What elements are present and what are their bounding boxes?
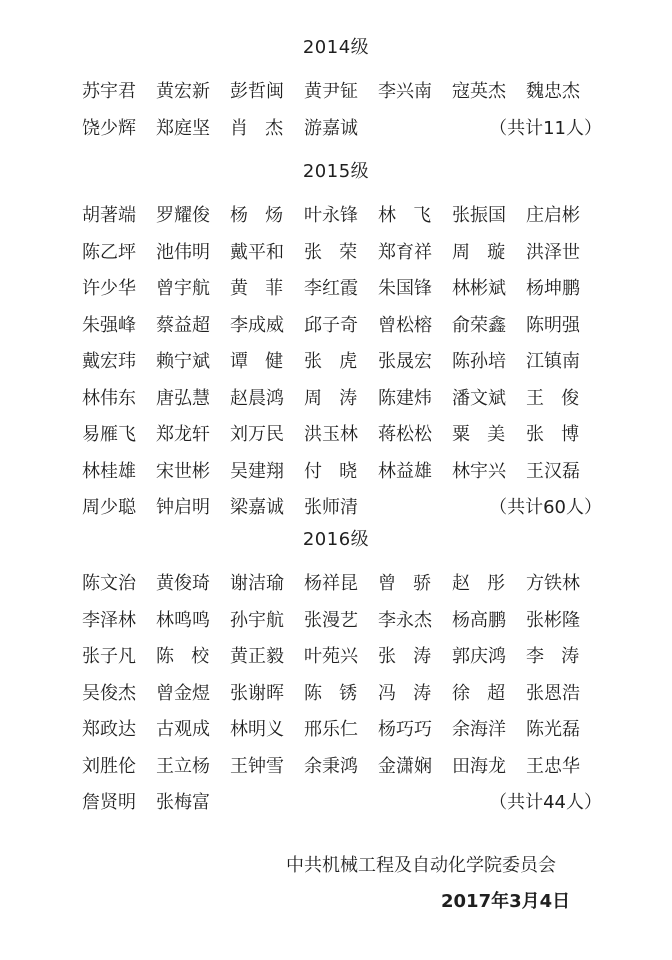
student-name: 李涛 (526, 646, 597, 667)
student-name: 方铁林 (526, 573, 580, 594)
student-name: 曾宇航 (156, 278, 210, 299)
student-name: 吴建翔 (230, 461, 284, 482)
student-name: 张博 (526, 424, 597, 445)
student-name: 付晓 (304, 461, 375, 482)
year-heading: 2016级 (302, 529, 370, 550)
student-name: 蔡益超 (156, 315, 210, 336)
name-row (82, 421, 602, 449)
student-name: 林飞 (378, 205, 449, 226)
student-name: 陈光磊 (526, 719, 580, 740)
student-name: 朱强峰 (82, 315, 136, 336)
student-name: 赖宁斌 (156, 351, 210, 372)
student-name: 陈锈 (304, 683, 375, 704)
student-name: 陈文治 (82, 573, 136, 594)
student-name: 郑龙轩 (156, 424, 210, 445)
group-total-count: （共计11人） (489, 118, 602, 139)
student-name: 陈建炜 (378, 388, 432, 409)
student-name: 黄俊琦 (156, 573, 210, 594)
student-name: 李成威 (230, 315, 284, 336)
student-name: 宋世彬 (156, 461, 210, 482)
student-name: 林桂雄 (82, 461, 136, 482)
group-total-count: （共计60人） (489, 497, 602, 518)
student-name: 田海龙 (452, 756, 506, 777)
student-name: 杨巧巧 (378, 719, 432, 740)
student-name: 俞荣鑫 (452, 315, 506, 336)
student-name: 饶少辉 (82, 118, 136, 139)
student-name: 曾金煜 (156, 683, 210, 704)
student-name: 邢乐仁 (304, 719, 358, 740)
student-name: 余海洋 (452, 719, 506, 740)
name-row (82, 78, 602, 106)
student-name: 张涛 (378, 646, 449, 667)
student-name: 王忠华 (526, 756, 580, 777)
student-name: 粟美 (452, 424, 523, 445)
student-name: 冯涛 (378, 683, 449, 704)
student-name: 洪玉林 (304, 424, 358, 445)
student-name: 黄宏新 (156, 81, 210, 102)
student-name: 魏忠杰 (526, 81, 580, 102)
name-row (82, 275, 602, 303)
student-name: 戴平和 (230, 242, 284, 263)
student-name: 陈孙培 (452, 351, 506, 372)
name-row (82, 202, 602, 230)
group-total-count: （共计44人） (489, 792, 602, 813)
student-name: 蒋松松 (378, 424, 432, 445)
name-row (82, 348, 602, 376)
student-name: 张子凡 (82, 646, 136, 667)
student-name: 张师清 (304, 497, 358, 518)
student-name: 陈乙坪 (82, 242, 136, 263)
student-name: 谢洁瑜 (230, 573, 284, 594)
year-heading: 2015级 (302, 161, 370, 182)
signature-date: 2017年3月4日 (441, 891, 571, 912)
student-name: 易雁飞 (82, 424, 136, 445)
student-name: 赵晨鸿 (230, 388, 284, 409)
student-name: 肖杰 (230, 118, 301, 139)
student-name: 黄正毅 (230, 646, 284, 667)
student-name: 罗耀俊 (156, 205, 210, 226)
name-row (82, 385, 602, 413)
student-name: 周少聪 (82, 497, 136, 518)
year-heading: 2014级 (302, 37, 370, 58)
student-name: 张虎 (304, 351, 375, 372)
student-name: 张梅富 (156, 792, 210, 813)
name-row (82, 239, 602, 267)
student-name: 余秉鸿 (304, 756, 358, 777)
student-name: 李泽林 (82, 610, 136, 631)
student-name: 周涛 (304, 388, 375, 409)
student-name: 陈明强 (526, 315, 580, 336)
student-name: 庄启彬 (526, 205, 580, 226)
name-row (82, 570, 602, 598)
student-name: 郑育祥 (378, 242, 432, 263)
student-name: 钟启明 (156, 497, 210, 518)
student-name: 李永杰 (378, 610, 432, 631)
student-name: 潘文斌 (452, 388, 506, 409)
student-name: 曾骄 (378, 573, 449, 594)
student-name: 陈校 (156, 646, 227, 667)
student-name: 王钟雪 (230, 756, 284, 777)
student-name: 古观成 (156, 719, 210, 740)
student-name: 林益雄 (378, 461, 432, 482)
student-name: 郭庆鸿 (452, 646, 506, 667)
student-name: 林鸣鸣 (156, 610, 210, 631)
student-name: 游嘉诚 (304, 118, 358, 139)
student-name: 张漫艺 (304, 610, 358, 631)
name-row (82, 115, 602, 143)
student-name: 杨高鹏 (452, 610, 506, 631)
student-name: 池伟明 (156, 242, 210, 263)
student-name: 张谢晖 (230, 683, 284, 704)
student-name: 孙宇航 (230, 610, 284, 631)
student-name: 胡著端 (82, 205, 136, 226)
student-name: 李红霞 (304, 278, 358, 299)
student-name: 张荣 (304, 242, 375, 263)
student-name: 詹贤明 (82, 792, 136, 813)
name-row (82, 716, 602, 744)
student-name: 洪泽世 (526, 242, 580, 263)
student-name: 林伟东 (82, 388, 136, 409)
name-row (82, 643, 602, 671)
student-name: 杨坤鹏 (526, 278, 580, 299)
student-name: 叶永锋 (304, 205, 358, 226)
student-name: 黄尹钲 (304, 81, 358, 102)
name-row (82, 458, 602, 486)
student-name: 戴宏玮 (82, 351, 136, 372)
student-name: 张振国 (452, 205, 506, 226)
student-name: 吴俊杰 (82, 683, 136, 704)
student-name: 郑政达 (82, 719, 136, 740)
student-name: 杨炀 (230, 205, 301, 226)
student-name: 叶苑兴 (304, 646, 358, 667)
signature-organization: 中共机械工程及自动化学院委员会 (286, 855, 556, 876)
student-name: 王汉磊 (526, 461, 580, 482)
student-name: 林明义 (230, 719, 284, 740)
student-name: 张晟宏 (378, 351, 432, 372)
student-name: 王立杨 (156, 756, 210, 777)
student-name: 寇英杰 (452, 81, 506, 102)
student-name: 彭哲闽 (230, 81, 284, 102)
student-name: 刘万民 (230, 424, 284, 445)
student-name: 唐弘慧 (156, 388, 210, 409)
name-row (82, 607, 602, 635)
student-name: 许少华 (82, 278, 136, 299)
student-name: 林彬斌 (452, 278, 506, 299)
student-name: 杨祥昆 (304, 573, 358, 594)
student-name: 谭健 (230, 351, 301, 372)
student-name: 梁嘉诚 (230, 497, 284, 518)
student-name: 王俊 (526, 388, 597, 409)
name-row (82, 753, 602, 781)
student-name: 刘胜伦 (82, 756, 136, 777)
student-name: 徐超 (452, 683, 523, 704)
student-name: 郑庭坚 (156, 118, 210, 139)
name-row (82, 312, 602, 340)
student-name: 林宇兴 (452, 461, 506, 482)
name-row (82, 680, 602, 708)
student-name: 曾松榕 (378, 315, 432, 336)
student-name: 张恩浩 (526, 683, 580, 704)
name-row (82, 494, 602, 522)
student-name: 苏宇君 (82, 81, 136, 102)
student-name: 张彬隆 (526, 610, 580, 631)
student-name: 金潇娴 (378, 756, 432, 777)
student-name: 邱子奇 (304, 315, 358, 336)
student-name: 赵彤 (452, 573, 523, 594)
student-name: 周璇 (452, 242, 523, 263)
student-name: 朱国锋 (378, 278, 432, 299)
student-name: 黄菲 (230, 278, 301, 299)
student-name: 江镇南 (526, 351, 580, 372)
student-name: 李兴南 (378, 81, 432, 102)
name-row (82, 789, 602, 817)
